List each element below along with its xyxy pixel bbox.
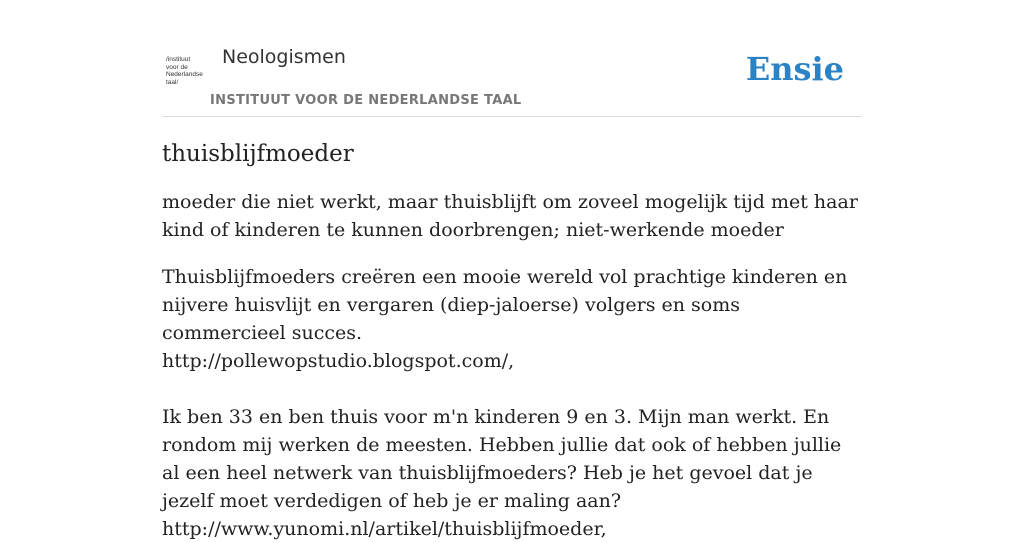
ivdnt-logo[interactable]: /instituut voor de Nederlandse taal/ xyxy=(166,56,203,86)
example-source-link[interactable]: http://www.yunomi.nl/artikel/thuisblijfmoeder, xyxy=(162,518,607,540)
headword-title: thuisblijfmoeder xyxy=(162,141,354,167)
example-spacer xyxy=(162,375,862,403)
definition-text: moeder die niet werkt, maar thuisblijft om zoveel mogelijk tijd met haar kind of kinderen te kunnen doorbrengen; niet-werkende moeder xyxy=(162,191,858,241)
example-quote xyxy=(162,263,862,543)
ensie-brand-logo[interactable]: Ensie xyxy=(745,50,844,88)
site-title[interactable]: Neologismen xyxy=(222,46,346,68)
example-text: Thuisblijfmoeders creëren een mooie wereld vol prachtige kinderen en nijvere huisvlijt en vergaren (diep-jaloerse) volgers en soms commercieel succes. xyxy=(162,266,848,344)
site-header xyxy=(162,40,862,117)
example-text: Ik ben 33 en ben thuis voor m'n kinderen 9 en 3. Mijn man werkt. En rondom mij werken de meesten. Hebben jullie dat ook of hebben jullie al een heel netwerk van thuisblijfmoeders? Heb je het gevoel dat je jezelf moet verdedigen of heb je er maling aan? xyxy=(162,406,842,512)
entry-content xyxy=(162,136,862,543)
example-source-link[interactable]: http://pollewopstudio.blogspot.com/, xyxy=(162,350,515,372)
site-subtitle: INSTITUUT VOOR DE NEDERLANDSE TAAL xyxy=(210,93,522,108)
